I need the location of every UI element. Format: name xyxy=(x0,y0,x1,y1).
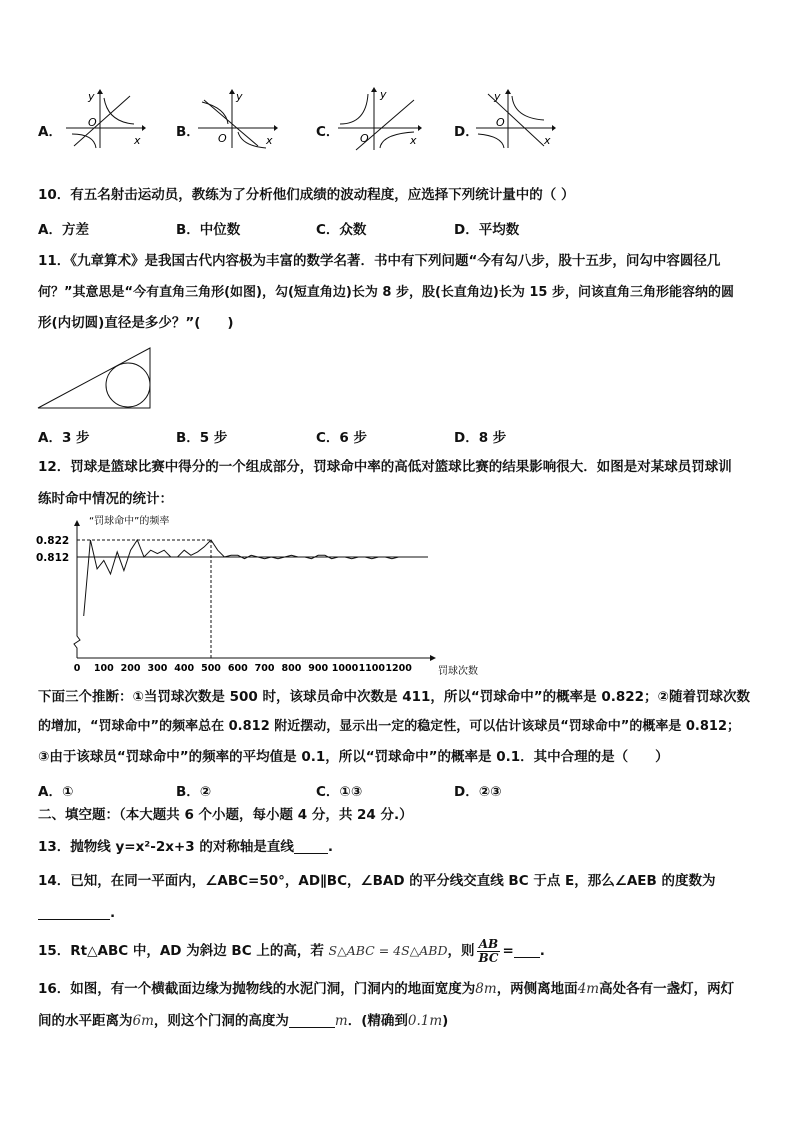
q9-option-c-label: C． xyxy=(316,124,340,140)
x-tick-400: 400 xyxy=(174,663,195,674)
q9d-x-label: x xyxy=(544,134,551,147)
q11-option-c: C．6 步 xyxy=(316,430,368,446)
q9c-origin: O xyxy=(360,132,369,145)
q12-para3: ③由于该球员“罚球命中”的频率的平均值是 0.1，所以“罚球命中”的概率是 0.1．其中合理的是（ ） xyxy=(38,749,669,765)
q13-line xyxy=(38,838,333,856)
q11-option-d: D．8 步 xyxy=(454,430,507,446)
x-tick-900: 900 xyxy=(308,663,329,674)
q14-end: . xyxy=(110,905,116,921)
q11-option-b: B．5 步 xyxy=(176,430,228,446)
q16-line2-a: 间的水平距离为 xyxy=(38,1013,133,1029)
q12-option-d: D．②③ xyxy=(454,784,502,800)
q11-stem-line3: 形(内切圆)直径是多少？”( ) xyxy=(38,315,234,331)
q11-option-a: A．3 步 xyxy=(38,430,90,446)
y-axis xyxy=(74,526,80,658)
q9c-x-label: x xyxy=(410,134,417,147)
q11-stem-line1: 11．《九章算术》是我国古代内容极为丰富的数学名著．书中有下列问题“今有勾八步，股十五步，问勾中容圆径几 xyxy=(38,253,721,269)
q16-v1: 8m xyxy=(475,981,497,997)
q15-mid: ，则 xyxy=(447,943,475,959)
q10-stem: 10．有五名射击运动员，教练为了分析他们成绩的波动程度，应选择下列统计量中的（ ） xyxy=(38,187,575,203)
section2-heading: 二、填空题：（本大题共 6 个小题，每小题 4 分，共 24 分.） xyxy=(38,807,413,823)
q12-option-a: A．① xyxy=(38,784,74,800)
y-axis-arrow xyxy=(74,520,80,526)
q9-option-d-label: D． xyxy=(454,124,479,140)
q9b-x-label: x xyxy=(266,134,273,147)
q10-option-d: D．平均数 xyxy=(454,222,520,238)
q16-v5: 0.1m xyxy=(407,1013,443,1029)
q9-option-a-graph xyxy=(64,88,146,150)
x-tick-1200: 1200 xyxy=(385,663,412,674)
q15-formula: S△ABC = 4S△ABD xyxy=(328,943,448,958)
q9c-y-label: y xyxy=(380,88,387,101)
q16-line1-a: 16．如图，有一个横截面边缘为抛物线的水泥门洞，门洞内的地面宽度为 xyxy=(38,981,476,997)
q11-stem-line2: 何？”其意思是“今有直角三角形(如图)，勾(短直角边)长为 8 步，股(长直角边)长为 15 步，问该直角三角形能容纳的圆 xyxy=(38,285,734,300)
q12-frequency-chart xyxy=(30,512,500,676)
q9-option-a-label: A． xyxy=(38,124,62,140)
q10-option-b: B．中位数 xyxy=(176,222,241,238)
q14-answer-blank[interactable] xyxy=(38,905,110,920)
q16-line1-c: 高处各有一盏灯，两灯 xyxy=(599,981,735,997)
q15-end: . xyxy=(539,943,545,959)
q16-v3: 6m xyxy=(132,1013,154,1029)
q9a-origin: O xyxy=(88,116,97,129)
q16-line2 xyxy=(38,1012,448,1030)
q16-line1-b: ，两侧离地面 xyxy=(496,981,578,997)
y-tick-0812: 0.812 xyxy=(36,552,70,564)
y-tick-0822: 0.822 xyxy=(36,535,70,547)
x-tick-1000: 1000 xyxy=(331,663,359,674)
chart-ylabel: “罚球命中”的频率 xyxy=(89,516,170,527)
q12-stem-line1: 12．罚球是篮球比赛中得分的一个组成部分，罚球命中率的高低对篮球比赛的结果影响很大．如图是对某球员罚球训 xyxy=(38,459,732,475)
q16-line2-b: ，则这个门洞的高度为 xyxy=(153,1013,289,1029)
q9a-y-label: y xyxy=(88,90,95,103)
q9b-y-label: y xyxy=(236,90,243,103)
q15-pre: 15．Rt△ABC 中，AD 为斜边 BC 上的高，若 xyxy=(38,943,324,959)
q12-para2: 的增加，“罚球命中”的频率总在 0.812 附近摆动，显示出一定的稳定性，可以估计该球员“罚球命中”的概率是 0.812； xyxy=(38,719,740,734)
q15-fraction xyxy=(477,938,501,965)
q12-option-c: C．①③ xyxy=(316,784,363,800)
q15-line xyxy=(38,934,545,968)
x-tick-0: 0 xyxy=(73,663,81,674)
q13-text: 13．抛物线 y=x²-2x+3 的对称轴是直线 xyxy=(38,839,294,855)
q9a-x-label: x xyxy=(134,134,141,147)
q9b-origin: O xyxy=(218,132,227,145)
q9d-origin: O xyxy=(496,116,505,129)
x-tick-200: 200 xyxy=(120,663,141,674)
x-axis-arrow xyxy=(430,655,436,661)
chart-xlabel: 罚球次数 xyxy=(438,666,478,676)
q16-answer-blank[interactable] xyxy=(289,1013,335,1028)
series-frequency-line xyxy=(84,540,412,616)
q10-option-c: C．众数 xyxy=(316,222,367,238)
q16-line1 xyxy=(38,980,734,998)
q15-post: = xyxy=(502,943,514,959)
x-tick-600: 600 xyxy=(227,663,248,674)
q14-answer-line xyxy=(38,904,115,922)
q15-answer-blank[interactable] xyxy=(514,943,540,958)
x-tick-100: 100 xyxy=(93,663,114,674)
q16-line2-c: ．(精确到 xyxy=(347,1013,408,1029)
x-tick-1100: 1100 xyxy=(358,663,386,674)
q16-v2: 4m xyxy=(577,981,600,997)
x-tick-500: 500 xyxy=(201,663,221,674)
q12-para1: 下面三个推断：①当罚球次数是 500 时，该球员命中次数是 411，所以“罚球命中”的概率是 0.822；②随着罚球次数 xyxy=(38,689,750,705)
q13-end: . xyxy=(327,839,333,855)
q9-option-b-graph xyxy=(196,88,278,150)
x-tick-300: 300 xyxy=(147,663,168,674)
q9-option-d-graph xyxy=(474,88,556,150)
q14-stem-line1: 14．已知，在同一平面内，∠ABC=50°，AD∥BC，∠BAD 的平分线交直线 BC 于点 E，那么∠AEB 的度数为 xyxy=(38,873,716,889)
q11-triangle-figure xyxy=(36,346,156,412)
q13-answer-blank[interactable] xyxy=(294,839,328,854)
q15-frac-den: BC xyxy=(478,950,499,965)
x-tick-800: 800 xyxy=(281,663,302,674)
q16-line2-d: ) xyxy=(442,1013,449,1029)
q9-option-b-label: B． xyxy=(176,124,200,140)
q9d-y-label: y xyxy=(494,90,501,103)
q15-frac-num: AB xyxy=(477,938,501,952)
q12-option-b: B．② xyxy=(176,784,212,800)
x-tick-700: 700 xyxy=(254,663,275,674)
q9-option-c-graph xyxy=(336,86,422,152)
q16-v4: m xyxy=(334,1013,348,1029)
q10-option-a: A．方差 xyxy=(38,222,89,238)
q12-stem-line2: 练时命中情况的统计： xyxy=(38,491,173,507)
